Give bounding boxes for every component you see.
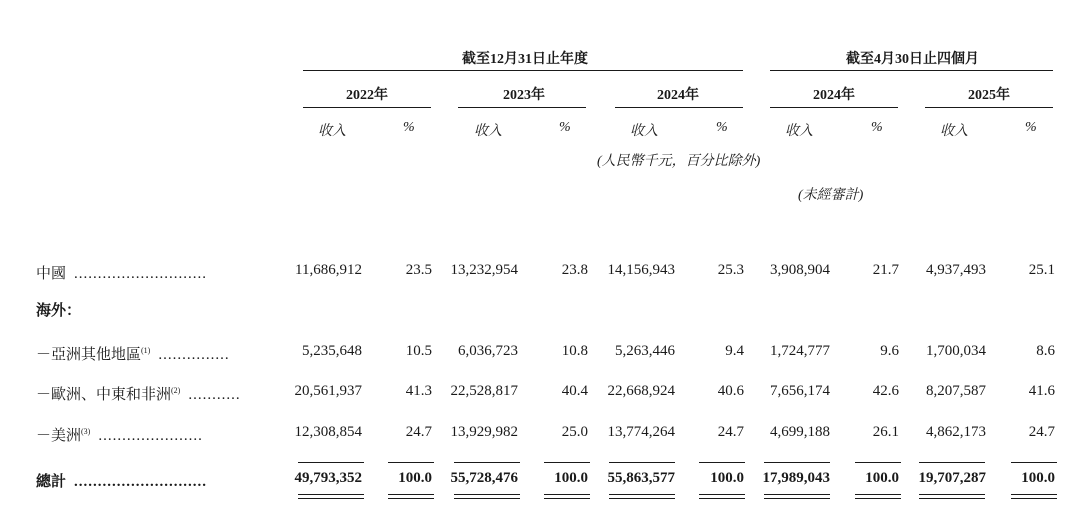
table-cell: 20,561,937 <box>294 383 362 399</box>
table-cell: 24.7 <box>717 424 744 440</box>
table-cell: 22,668,924 <box>607 383 675 399</box>
total-double-rule <box>699 498 745 499</box>
total-double-rule <box>919 498 985 499</box>
table-cell: 4,699,188 <box>770 424 830 440</box>
table-cell: 8.6 <box>1036 343 1055 359</box>
table-cell: 9.6 <box>880 343 899 359</box>
year-header-2024-period: 2024年 <box>813 88 855 103</box>
table-cell: 9.4 <box>725 343 744 359</box>
total-cell: 17,989,043 <box>762 470 830 486</box>
row-label-text: 總計 <box>36 474 67 490</box>
total-double-rule <box>855 498 901 499</box>
table-cell: 25.0 <box>561 424 588 440</box>
table-cell: 13,232,954 <box>450 262 518 278</box>
table-cell: 26.1 <box>872 424 899 440</box>
total-double-rule <box>1011 494 1057 495</box>
table-cell: 3,908,904 <box>770 262 830 278</box>
total-double-rule <box>1011 498 1057 499</box>
table-cell: 41.3 <box>405 383 432 399</box>
total-cell: 100.0 <box>710 470 744 486</box>
year-header-2022: 2022年 <box>346 88 388 103</box>
table-cell: 4,862,173 <box>926 424 986 440</box>
sub-label-pct: % <box>1025 120 1037 135</box>
total-double-rule <box>388 498 434 499</box>
year-header-2024: 2024年 <box>657 88 699 103</box>
table-cell: 5,263,446 <box>615 343 675 359</box>
row-label <box>36 424 203 445</box>
year-rule-2025 <box>925 107 1053 108</box>
total-double-rule <box>855 494 901 495</box>
sub-label-pct: % <box>716 120 728 135</box>
table-cell: 10.8 <box>561 343 588 359</box>
sub-label-pct: % <box>871 120 883 135</box>
sub-label-revenue: 收入 <box>474 124 502 139</box>
total-cell: 100.0 <box>554 470 588 486</box>
sub-label-revenue: 收入 <box>785 124 813 139</box>
total-top-rule <box>609 462 675 463</box>
total-cell: 19,707,287 <box>918 470 986 486</box>
total-double-rule <box>388 494 434 495</box>
group-header-year: 截至12月31日止年度 <box>462 52 588 67</box>
row-label <box>36 262 207 283</box>
total-double-rule <box>764 498 830 499</box>
table-cell: 8,207,587 <box>926 383 986 399</box>
year-rule-2024 <box>615 107 743 108</box>
table-cell: 40.4 <box>561 383 588 399</box>
leader-dots: ...................... <box>98 428 203 444</box>
row-label-text: 海外： <box>36 303 82 319</box>
table-cell: 11,686,912 <box>295 262 362 278</box>
table-cell: 25.1 <box>1028 262 1055 278</box>
table-cell: 1,724,777 <box>770 343 830 359</box>
total-cell: 55,728,476 <box>450 470 518 486</box>
table-cell: 23.8 <box>561 262 588 278</box>
total-row-label <box>36 470 207 491</box>
total-top-rule <box>919 462 985 463</box>
year-header-2023: 2023年 <box>503 88 545 103</box>
total-cell: 100.0 <box>865 470 899 486</box>
table-cell: 12,308,854 <box>294 424 362 440</box>
total-cell: 49,793,352 <box>294 470 362 486</box>
total-top-rule <box>1011 462 1057 463</box>
sub-label-revenue: 收入 <box>630 124 658 139</box>
total-top-rule <box>454 462 520 463</box>
sub-label-revenue: 收入 <box>940 124 968 139</box>
total-double-rule <box>298 498 364 499</box>
total-double-rule <box>919 494 985 495</box>
sub-label-pct: % <box>403 120 415 135</box>
total-cell: 55,863,577 <box>607 470 675 486</box>
leader-dots: ............................ <box>74 266 208 282</box>
total-double-rule <box>699 494 745 495</box>
total-top-rule <box>855 462 901 463</box>
table-cell: 23.5 <box>405 262 432 278</box>
year-rule-2022 <box>303 107 431 108</box>
table-cell: 13,774,264 <box>607 424 675 440</box>
row-label-text: －歐洲、中東和非洲 <box>36 387 172 403</box>
table-cell: 4,937,493 <box>926 262 986 278</box>
unaudited-note: (未經審計) <box>798 188 864 203</box>
total-double-rule <box>454 498 520 499</box>
leader-dots: ........... <box>188 387 241 403</box>
year-rule-2023 <box>458 107 586 108</box>
table-cell: 25.3 <box>717 262 744 278</box>
total-top-rule <box>699 462 745 463</box>
total-double-rule <box>544 498 590 499</box>
total-double-rule <box>764 494 830 495</box>
year-rule-2024-period <box>770 107 898 108</box>
total-cell: 100.0 <box>398 470 432 486</box>
table-cell: 13,929,982 <box>450 424 518 440</box>
footnote-marker: (1) <box>141 346 151 355</box>
total-top-rule <box>388 462 434 463</box>
table-cell: 24.7 <box>405 424 432 440</box>
total-double-rule <box>609 494 675 495</box>
group-header-period-rule <box>770 70 1053 71</box>
table-cell: 1,700,034 <box>926 343 986 359</box>
row-label-text: －亞洲其他地區 <box>36 347 142 363</box>
table-cell: 41.6 <box>1028 383 1055 399</box>
footnote-marker: (3) <box>81 427 91 436</box>
table-cell: 6,036,723 <box>458 343 518 359</box>
footnote-marker: (2) <box>171 386 181 395</box>
total-double-rule <box>454 494 520 495</box>
leader-dots: ............... <box>158 347 230 363</box>
table-cell: 42.6 <box>872 383 899 399</box>
total-top-rule <box>764 462 830 463</box>
row-label-text: 中國 <box>36 266 67 282</box>
table-cell: 24.7 <box>1028 424 1055 440</box>
sub-label-revenue: 收入 <box>318 124 346 139</box>
total-top-rule <box>544 462 590 463</box>
table-cell: 21.7 <box>872 262 899 278</box>
year-header-2025: 2025年 <box>968 88 1010 103</box>
table-cell: 22,528,817 <box>450 383 518 399</box>
table-cell: 10.5 <box>405 343 432 359</box>
total-double-rule <box>544 494 590 495</box>
table-cell: 40.6 <box>717 383 744 399</box>
table-cell: 7,656,174 <box>770 383 830 399</box>
row-label <box>36 343 230 364</box>
total-double-rule <box>298 494 364 495</box>
total-top-rule <box>298 462 364 463</box>
row-label-text: －美洲 <box>36 428 82 444</box>
table-cell: 14,156,943 <box>607 262 675 278</box>
unit-note: (人民幣千元，百分比除外) <box>597 154 761 169</box>
total-double-rule <box>609 498 675 499</box>
row-label <box>36 383 241 404</box>
leader-dots: ............................ <box>74 474 208 490</box>
group-header-period: 截至4月30日止四個月 <box>846 52 979 67</box>
row-label <box>36 299 81 320</box>
group-header-year-rule <box>303 70 743 71</box>
sub-label-pct: % <box>559 120 571 135</box>
table-cell: 5,235,648 <box>302 343 362 359</box>
total-cell: 100.0 <box>1021 470 1055 486</box>
